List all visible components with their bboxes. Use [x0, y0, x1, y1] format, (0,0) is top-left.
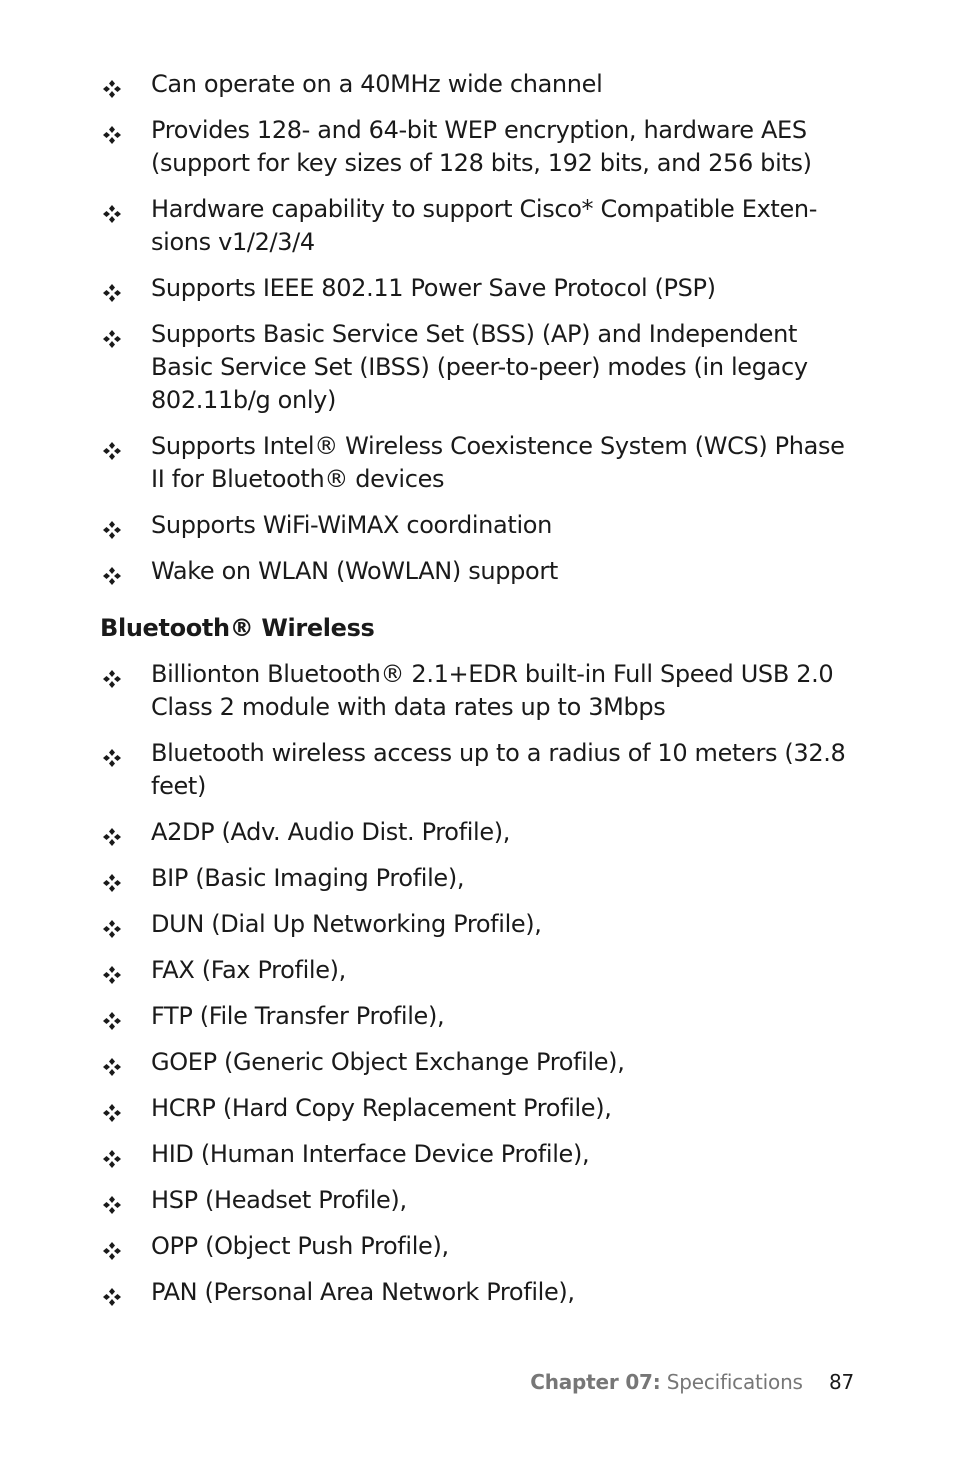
list-item-text: Supports Basic Service Set (BSS) (AP) and Independent Basic Service Set (IBSS) (peer-to-peer) modes (in legacy 802.11b/g only)	[151, 320, 808, 414]
list-item-text: FAX (Fax Profile),	[151, 956, 346, 984]
page-number: 87	[828, 1370, 854, 1394]
list-item	[100, 1276, 860, 1309]
four-diamond-bullet-icon	[102, 823, 122, 843]
list-item-text: PAN (Personal Area Network Profile),	[151, 1278, 575, 1306]
four-diamond-bullet-icon	[102, 121, 122, 141]
four-diamond-bullet-icon	[102, 1283, 122, 1303]
list-item	[100, 658, 860, 724]
list-item	[100, 737, 860, 803]
list-item-text: Supports WiFi-WiMAX coordination	[151, 511, 552, 539]
document-page	[100, 68, 860, 1322]
list-item-text: Supports IEEE 802.11 Power Save Protocol (PSP)	[151, 274, 716, 302]
four-diamond-bullet-icon	[102, 1099, 122, 1119]
list-item-text: BIP (Basic Imaging Profile),	[151, 864, 465, 892]
four-diamond-bullet-icon	[102, 915, 122, 935]
list-item-text: A2DP (Adv. Audio Dist. Profile),	[151, 818, 511, 846]
list-item	[100, 1092, 860, 1125]
list-item-text: Can operate on a 40MHz wide channel	[151, 70, 603, 98]
list-item	[100, 272, 860, 305]
page-footer	[530, 1370, 854, 1394]
list-item	[100, 555, 860, 588]
wlan-feature-list	[100, 68, 860, 588]
list-item-text: HCRP (Hard Copy Replacement Profile),	[151, 1094, 612, 1122]
four-diamond-bullet-icon	[102, 562, 122, 582]
four-diamond-bullet-icon	[102, 516, 122, 536]
list-item	[100, 816, 860, 849]
list-item-text: Supports Intel® Wireless Coexistence System (WCS) Phase II for Bluetooth® devices	[151, 432, 845, 493]
list-item-text: GOEP (Generic Object Exchange Profile),	[151, 1048, 625, 1076]
four-diamond-bullet-icon	[102, 1237, 122, 1257]
list-item	[100, 954, 860, 987]
list-item	[100, 193, 860, 259]
four-diamond-bullet-icon	[102, 75, 122, 95]
list-item	[100, 1000, 860, 1033]
list-item-text: Wake on WLAN (WoWLAN) support	[151, 557, 558, 585]
list-item-text: FTP (File Transfer Profile),	[151, 1002, 445, 1030]
four-diamond-bullet-icon	[102, 1053, 122, 1073]
bluetooth-feature-list	[100, 658, 860, 1309]
four-diamond-bullet-icon	[102, 325, 122, 345]
four-diamond-bullet-icon	[102, 665, 122, 685]
four-diamond-bullet-icon	[102, 200, 122, 220]
list-item	[100, 1184, 860, 1217]
list-item-text: Provides 128- and 64-bit WEP encryption, hardware AES (support for key sizes of 128 bits, 192 bits, and 256 bits)	[151, 116, 812, 177]
list-item	[100, 430, 860, 496]
four-diamond-bullet-icon	[102, 279, 122, 299]
list-item-text: Bluetooth wireless access up to a radius of 10 meters (32.8 feet)	[151, 739, 846, 800]
list-item-text: HID (Human Interface Device Profile),	[151, 1140, 590, 1168]
list-item-text: HSP (Headset Profile),	[151, 1186, 407, 1214]
list-item-text: OPP (Object Push Profile),	[151, 1232, 449, 1260]
list-item	[100, 1046, 860, 1079]
list-item	[100, 908, 860, 941]
list-item	[100, 318, 860, 417]
four-diamond-bullet-icon	[102, 1145, 122, 1165]
four-diamond-bullet-icon	[102, 869, 122, 889]
four-diamond-bullet-icon	[102, 437, 122, 457]
list-item	[100, 862, 860, 895]
list-item	[100, 509, 860, 542]
four-diamond-bullet-icon	[102, 1191, 122, 1211]
list-item	[100, 1230, 860, 1263]
list-item	[100, 68, 860, 101]
footer-chapter-title: Specifications	[666, 1370, 803, 1394]
four-diamond-bullet-icon	[102, 961, 122, 981]
list-item-text: DUN (Dial Up Networking Profile),	[151, 910, 542, 938]
four-diamond-bullet-icon	[102, 1007, 122, 1027]
list-item	[100, 1138, 860, 1171]
list-item	[100, 114, 860, 180]
list-item-text: Hardware capability to support Cisco* Compatible Exten-sions v1/2/3/4	[151, 195, 818, 256]
list-item-text: Billionton Bluetooth® 2.1+EDR built-in Full Speed USB 2.0 Class 2 module with data rates up to 3Mbps	[151, 660, 834, 721]
footer-chapter-label: Chapter 07:	[530, 1370, 661, 1394]
four-diamond-bullet-icon	[102, 744, 122, 764]
section-heading-bluetooth: Bluetooth® Wireless	[100, 614, 375, 642]
